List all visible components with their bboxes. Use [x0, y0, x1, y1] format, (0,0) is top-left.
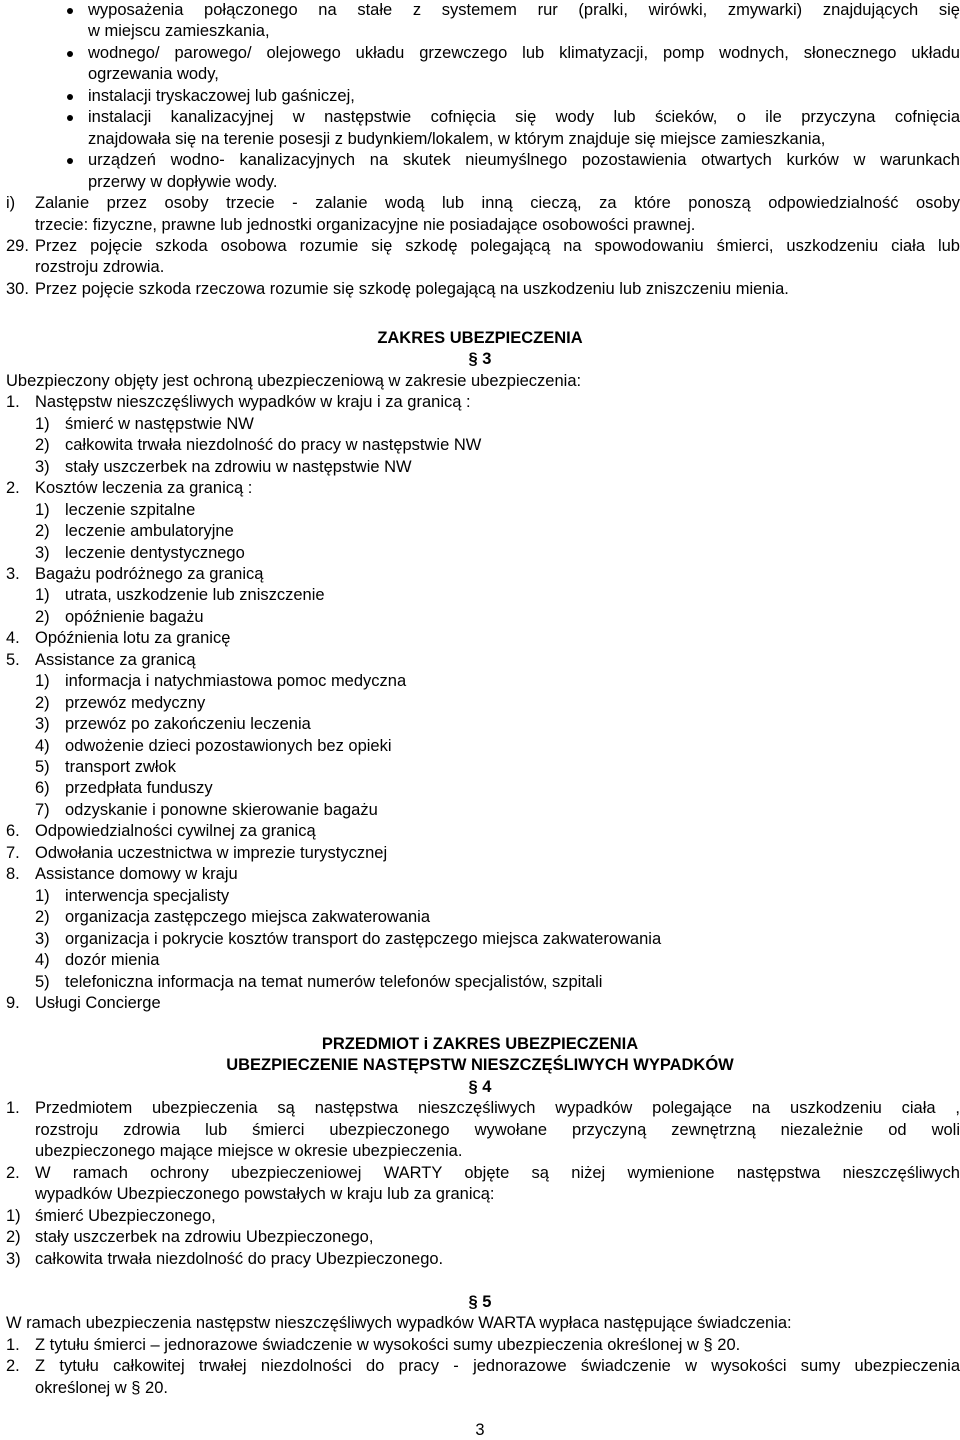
- sub-item: śmierć Ubezpieczonego,: [35, 1206, 216, 1225]
- sub-marker: 1): [35, 500, 50, 519]
- list-item: Opóźnienia lotu za granicę: [35, 629, 231, 648]
- paragraph-marker: 1.: [6, 1099, 20, 1118]
- sub-item: odzyskanie i ponowne skierowanie bagażu: [65, 800, 378, 819]
- sub-item: przewóz medyczny: [65, 693, 206, 712]
- item-i-line: Zalanie przez osoby trzecie - zalanie wodą lub inną cieczą, za które ponoszą odpowiedzialność osoby: [35, 194, 960, 213]
- paragraph-line: wypadków Ubezpieczonego powstałych w kraju lub za granicą:: [35, 1185, 495, 1204]
- bullet-text-line: instalacji tryskaczowej lub gaśniczej,: [88, 86, 355, 105]
- list-marker: 2.: [6, 479, 20, 498]
- sub-item: przedpłata funduszy: [65, 779, 213, 798]
- definition-30-line: Przez pojęcie szkoda rzeczowa rozumie się szkodę polegającą na uszkodzeniu lub zniszczeniu mienia.: [35, 279, 789, 298]
- list-marker: 7.: [6, 843, 20, 862]
- sub-marker: 3): [6, 1249, 21, 1268]
- sub-marker: 5): [35, 758, 50, 776]
- paragraph-line: Z tytułu śmierci – jednorazowe świadczenie w wysokości sumy ubezpieczenia określonej w § 20.: [35, 1335, 741, 1354]
- paragraph-marker: 1.: [6, 1335, 20, 1354]
- bullet-text-line: urządzeń wodno- kanalizacyjnych na skutek nieumyślnego pozostawienia otwartych kurków w warunkach: [88, 151, 960, 170]
- definition-30-marker: 30.: [6, 279, 29, 298]
- item-i-line: trzecie: fizyczne, prawne lub jednostki organizacyjne nie posiadające osobowości prawnej.: [35, 215, 696, 234]
- list-marker: 4.: [6, 629, 20, 648]
- paragraph-line: Przedmiotem ubezpieczenia są następstwa nieszczęśliwych wypadków polegające na uszkodzeniu ciała ,: [35, 1099, 960, 1118]
- sub-marker: 7): [35, 800, 50, 819]
- section-number: § 3: [468, 350, 492, 369]
- list-item: Odwołania uczestnictwa w imprezie turystycznej: [35, 843, 388, 862]
- sub-item: organizacja i pokrycie kosztów transport do zastępczego miejsca zakwaterowania: [65, 929, 662, 948]
- sub-marker: 1): [35, 672, 50, 691]
- sub-item: opóźnienie bagażu: [65, 607, 204, 626]
- sub-marker: 5): [35, 972, 50, 991]
- definition-29-marker: 29.: [6, 236, 29, 255]
- sub-item: interwencja specjalisty: [65, 886, 230, 905]
- list-marker: 5.: [6, 650, 20, 669]
- paragraph-line: rozstroju zdrowia lub śmierci ubezpieczonego wywołane przyczyną zewnętrzną niezależnie od woli: [35, 1120, 960, 1139]
- bullet-text-line: znajdowała się na terenie posesji z budynkiem/lokalem, w którym znajduje się miejsce zamieszkania,: [88, 129, 826, 148]
- sub-marker: 2): [35, 607, 50, 626]
- list-marker: 8.: [6, 865, 20, 884]
- sub-item: transport zwłok: [65, 758, 176, 776]
- paragraph-marker: 2.: [6, 1163, 20, 1182]
- list-item: Usługi Concierge: [35, 993, 161, 1012]
- bullet-icon: [67, 94, 73, 100]
- sub-marker: 2): [35, 522, 50, 541]
- bullet-text-line: przerwy w dopływie wody.: [88, 172, 278, 191]
- paragraph-line: W ramach ochrony ubezpieczeniowej WARTY objęte są niżej wymienione następstwa nieszczęśliwych: [35, 1163, 960, 1182]
- sub-item: telefoniczna informacja na temat numerów telefonów specjalistów, szpitali: [65, 972, 603, 991]
- bullet-text-line: wyposażenia połączonego na stałe z systemem rur (pralki, wirówki, zmywarki) znajdujących się: [88, 1, 960, 19]
- bullet-icon: [67, 51, 73, 57]
- list-marker: 9.: [6, 993, 20, 1012]
- bullet-text-line: w miejscu zamieszkania,: [88, 22, 270, 41]
- bullet-text-line: wodnego/ parowego/ olejowego układu grzewczego lub klimatyzacji, pomp wodnych, słonecznego układu: [88, 43, 960, 62]
- page-number: 3: [475, 1421, 485, 1439]
- sub-item: leczenie szpitalne: [65, 500, 196, 519]
- sub-marker: 2): [35, 436, 50, 455]
- bullet-text-line: instalacji kanalizacyjnej w następstwie cofnięcia się wody lub ścieków, o ile przyczyna cofnięcia: [88, 108, 960, 127]
- list-item: Assistance domowy w kraju: [35, 865, 238, 884]
- paragraph-marker: 2.: [6, 1357, 20, 1376]
- sub-item: utrata, uszkodzenie lub zniszczenie: [65, 586, 325, 605]
- sub-marker: 2): [35, 693, 50, 712]
- bullet-icon: [67, 115, 73, 121]
- sub-marker: 1): [35, 414, 50, 433]
- intro-text: Ubezpieczony objęty jest ochroną ubezpieczeniową w zakresie ubezpieczenia:: [6, 371, 582, 390]
- section-heading: PRZEDMIOT i ZAKRES UBEZPIECZENIA: [321, 1035, 639, 1053]
- sub-marker: 3): [35, 543, 50, 562]
- sub-marker: 2): [35, 908, 50, 927]
- intro-text: W ramach ubezpieczenia następstw nieszczęśliwych wypadków WARTA wypłaca następujące świadczenia:: [6, 1314, 792, 1333]
- sub-item: leczenie dentystycznego: [65, 543, 245, 562]
- sub-marker: 4): [35, 951, 50, 970]
- sub-marker: 3): [35, 715, 50, 734]
- sub-item: śmierć w następstwie NW: [65, 414, 254, 433]
- section-heading: ZAKRES UBEZPIECZENIA: [377, 329, 583, 347]
- sub-marker: 4): [35, 736, 50, 755]
- bullet-text-line: ogrzewania wody,: [88, 65, 219, 84]
- definition-29-line: rozstroju zdrowia.: [35, 258, 165, 277]
- bullet-icon: [67, 8, 73, 14]
- section-heading: UBEZPIECZENIE NASTĘPSTW NIESZCZĘŚLIWYCH WYPADKÓW: [226, 1056, 734, 1075]
- list-marker: 3.: [6, 564, 20, 583]
- sub-item: odwożenie dzieci pozostawionych bez opieki: [65, 736, 392, 755]
- sub-marker: 6): [35, 779, 50, 798]
- definition-29-line: Przez pojęcie szkoda osobowa rozumie się szkodę polegającą na spowodowaniu śmierci, uszkodzeniu ciała lub: [35, 236, 960, 255]
- sub-marker: 1): [6, 1206, 21, 1225]
- section-number: § 5: [468, 1293, 492, 1311]
- sub-item: całkowita trwała niezdolność do pracy Ubezpieczonego.: [35, 1249, 444, 1268]
- paragraph-line: określonej w § 20.: [35, 1378, 168, 1397]
- sub-item: dozór mienia: [65, 951, 160, 970]
- list-item: Assistance za granicą: [35, 650, 196, 669]
- list-item: Kosztów leczenia za granicą :: [35, 479, 253, 498]
- sub-item: stały uszczerbek na zdrowiu Ubezpieczonego,: [35, 1228, 374, 1247]
- sub-marker: 3): [35, 457, 50, 476]
- sub-marker: 1): [35, 886, 50, 905]
- sub-marker: 2): [6, 1228, 21, 1247]
- paragraph-line: Z tytułu całkowitej trwałej niezdolności do pracy - jednorazowe świadczenie w wysokości sumy ubezpieczenia: [35, 1357, 960, 1376]
- list-item: Bagażu podróżnego za granicą: [35, 564, 264, 583]
- sub-item: przewóz po zakończeniu leczenia: [65, 715, 311, 734]
- item-i-marker: i): [6, 194, 16, 213]
- list-item: Następstw nieszczęśliwych wypadków w kraju i za granicą :: [35, 393, 471, 412]
- list-item: Odpowiedzialności cywilnej za granicą: [35, 822, 316, 841]
- sub-marker: 1): [35, 586, 50, 605]
- list-marker: 6.: [6, 822, 20, 841]
- bullet-icon: [67, 158, 73, 164]
- sub-item: całkowita trwała niezdolność do pracy w następstwie NW: [65, 436, 482, 455]
- sub-item: leczenie ambulatoryjne: [65, 522, 234, 541]
- section-number: § 4: [468, 1077, 492, 1096]
- sub-item: organizacja zastępczego miejsca zakwaterowania: [65, 908, 431, 927]
- list-marker: 1.: [6, 393, 20, 412]
- sub-item: informacja i natychmiastowa pomoc medyczna: [65, 672, 407, 691]
- sub-marker: 3): [35, 929, 50, 948]
- paragraph-line: ubezpieczonego mające miejsce w okresie ubezpieczenia.: [35, 1142, 463, 1161]
- sub-item: stały uszczerbek na zdrowiu w następstwie NW: [65, 457, 412, 476]
